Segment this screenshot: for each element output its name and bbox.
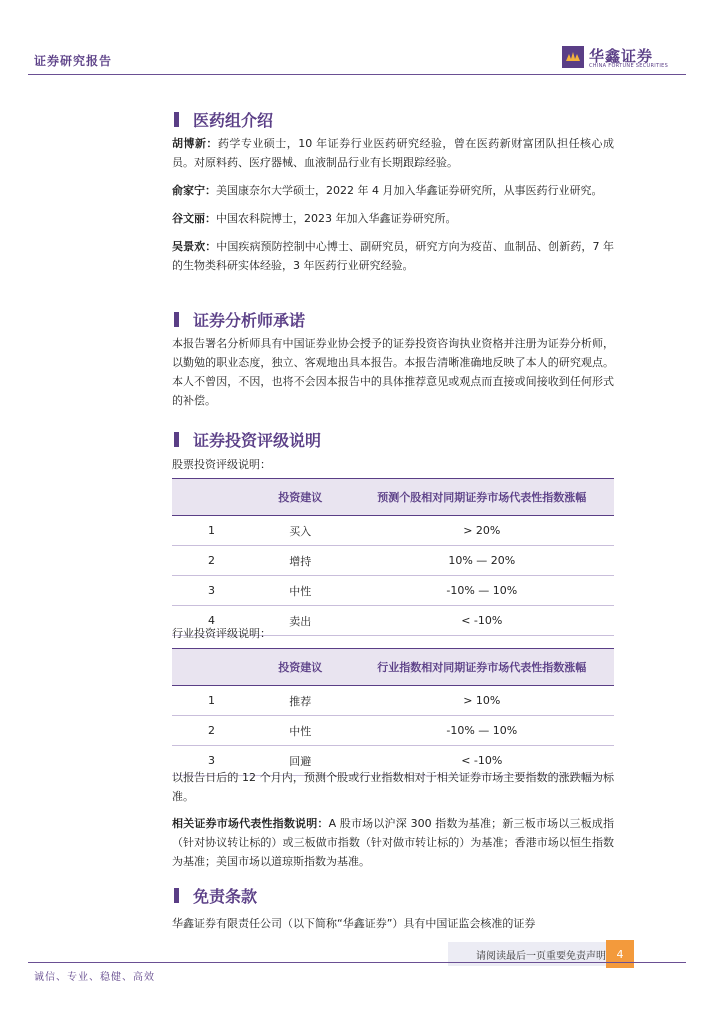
section-title: 医药组介绍 <box>193 111 274 130</box>
team-member <box>172 237 614 275</box>
section-bar-icon <box>174 432 179 447</box>
table-header-cell <box>172 649 251 686</box>
footer-slogan: 诚信、专业、稳健、高效 <box>34 972 155 983</box>
industry-rating-label <box>172 624 614 643</box>
member-bio: 中国农科院博士，2023 年加入华鑫证券研究所。 <box>216 212 457 225</box>
table-row <box>172 546 614 576</box>
logo-icon <box>562 46 584 68</box>
commitment-body <box>172 334 614 410</box>
disclaimer-body <box>172 914 614 933</box>
table-cell: 回避 <box>251 746 350 776</box>
index-note <box>172 814 614 871</box>
section-bar-icon <box>174 112 179 127</box>
table-row <box>172 686 614 716</box>
table-header-cell: 投资建议 <box>251 649 350 686</box>
commitment-text: 本报告署名分析师具有中国证券业协会授予的证券投资咨询执业资格并注册为证券分析师，以勤勉的职业态度，独立、客观地出具本报告。本报告清晰准确地反映了本人的研究观点。本人不曾因，不因，也将不会因本报告中的具体推荐意见或观点而直接或间接收到任何形式的补偿。 <box>172 337 614 407</box>
table-cell: 3 <box>172 746 251 776</box>
table-cell: < -10% <box>350 606 614 636</box>
header-divider <box>28 74 686 75</box>
table-header-cell <box>172 479 251 516</box>
table-header-cell: 投资建议 <box>251 479 350 516</box>
rating-period-note: 以报告日后的 12 个月内，预测个股或行业指数相对于相关证券市场主要指数的涨跌幅为标准。 <box>172 771 614 803</box>
table-cell: 推荐 <box>251 686 350 716</box>
table-header-row <box>172 479 614 516</box>
table-cell: 2 <box>172 546 251 576</box>
member-bio: 药学专业硕士，10 年证券行业医药研究经验，曾在医药新财富团队担任核心成员。对原料药、医疗器械、血液制品行业有长期跟踪经验。 <box>172 137 615 169</box>
section-bar-icon <box>174 312 179 327</box>
page-number: 4 <box>606 940 634 968</box>
section-title: 免责条款 <box>193 887 258 906</box>
company-logo <box>562 45 682 73</box>
table-row <box>172 576 614 606</box>
table-cell: 中性 <box>251 716 350 746</box>
table-cell: 4 <box>172 606 251 636</box>
table-cell: 中性 <box>251 576 350 606</box>
table-cell: 买入 <box>251 516 350 546</box>
table-cell: 1 <box>172 516 251 546</box>
index-note-text: A 股市场以沪深 300 指数为基准；新三板市场以三板成指（针对协议转让标的）或三板做市指数（针对做市转让标的）为基准；香港市场以恒生指数为基准；美国市场以道琼斯指数为基准。 <box>172 817 614 868</box>
stock-rating-label-text: 股票投资评级说明： <box>172 458 271 471</box>
rating-notes <box>172 768 614 871</box>
team-member-list <box>172 134 614 275</box>
table-cell: 2 <box>172 716 251 746</box>
member-bio: 中国疾病预防控制中心博士、副研究员，研究方向为疫苗、血制品、创新药，7 年的生物类科研实体经验，3 年医药行业研究经验。 <box>172 240 615 272</box>
team-member <box>172 181 614 200</box>
table-cell: 卖出 <box>251 606 350 636</box>
member-name: 俞家宁： <box>172 184 216 197</box>
table-cell: 10% — 20% <box>350 546 614 576</box>
footer-notice-text: 请阅读最后一页重要免责声明 <box>476 950 606 962</box>
table-header-cell: 预测个股相对同期证券市场代表性指数涨幅 <box>350 479 614 516</box>
member-bio: 美国康奈尔大学硕士，2022 年 4 月加入华鑫证券研究所，从事医药行业研究。 <box>216 184 603 197</box>
section-heading-rating <box>172 428 321 451</box>
member-name: 吴景欢： <box>172 240 217 253</box>
table-row <box>172 716 614 746</box>
table-row <box>172 516 614 546</box>
report-type-label: 证券研究报告 <box>34 54 113 68</box>
table-cell: < -10% <box>350 746 614 776</box>
team-member <box>172 209 614 228</box>
logo-text: 华鑫证券 <box>589 47 654 65</box>
disclaimer-text: 华鑫证券有限责任公司（以下简称“华鑫证券”）具有中国证监会核准的证券 <box>172 917 536 930</box>
team-member <box>172 134 614 172</box>
section-bar-icon <box>174 888 179 903</box>
section-title: 证券分析师承诺 <box>193 311 306 330</box>
table-cell: > 20% <box>350 516 614 546</box>
table-header-cell: 行业指数相对同期证券市场代表性指数涨幅 <box>350 649 614 686</box>
member-name: 胡博新： <box>172 137 218 150</box>
stock-rating-table <box>172 478 614 636</box>
footer-divider <box>28 962 686 963</box>
member-name: 谷文丽： <box>172 212 216 225</box>
section-heading-team <box>172 108 273 131</box>
table-cell: 1 <box>172 686 251 716</box>
table-cell: 3 <box>172 576 251 606</box>
industry-rating-label-text: 行业投资评级说明： <box>172 627 271 640</box>
stock-rating-label <box>172 455 614 474</box>
industry-rating-table <box>172 648 614 776</box>
table-cell: > 10% <box>350 686 614 716</box>
section-heading-commitment <box>172 308 305 331</box>
table-cell: -10% — 10% <box>350 716 614 746</box>
table-cell: -10% — 10% <box>350 576 614 606</box>
table-cell: 增持 <box>251 546 350 576</box>
table-header-row <box>172 649 614 686</box>
section-heading-disclaimer <box>172 884 257 907</box>
index-note-label: 相关证券市场代表性指数说明： <box>172 817 329 830</box>
logo-subtext: CHINA FORTUNE SECURITIES <box>589 63 669 69</box>
section-title: 证券投资评级说明 <box>193 431 322 450</box>
